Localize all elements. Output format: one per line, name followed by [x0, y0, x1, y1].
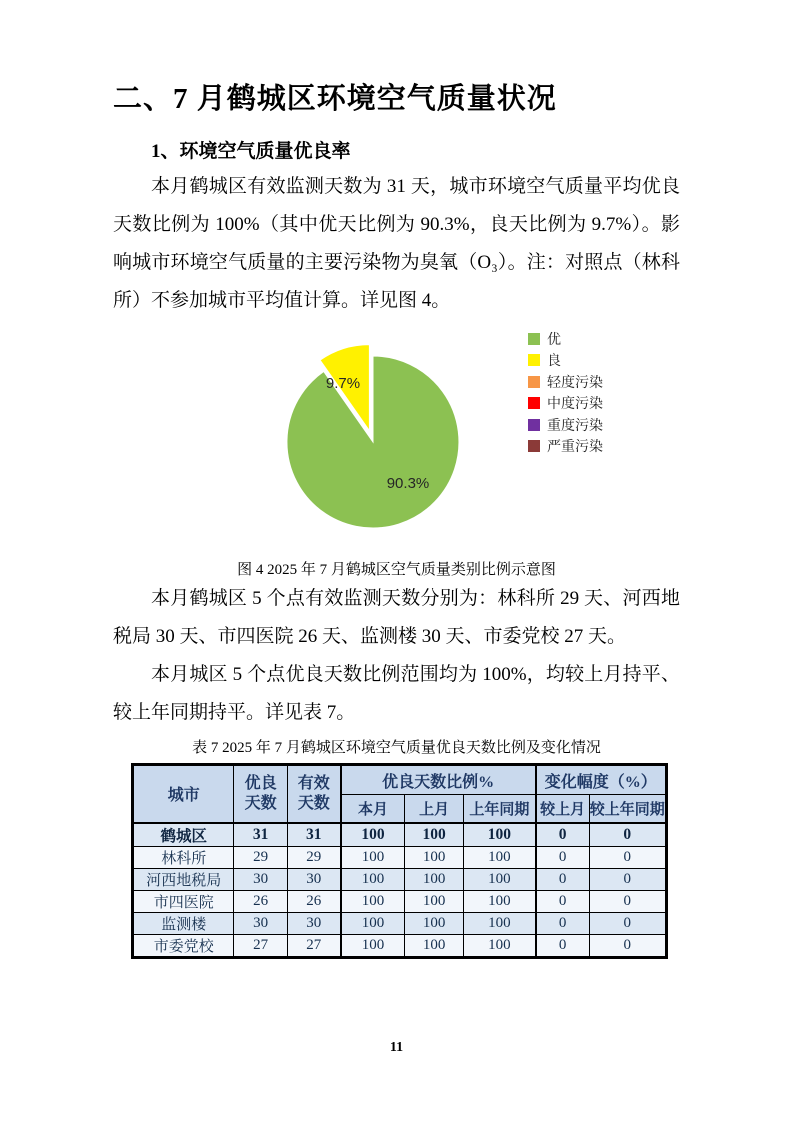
table-caption: 表 7 2025 年 7 月鹤城区环境空气质量优良天数比例及变化情况: [192, 740, 601, 756]
legend-swatch-light-pollution-icon: [528, 376, 540, 388]
legend-item-light-pollution: [528, 371, 678, 393]
header-city: 城市: [133, 765, 234, 823]
legend-swatch-heavy-pollution-icon: [528, 419, 540, 431]
page-number: 11: [389, 1040, 404, 1055]
cell: 30: [287, 868, 340, 890]
cell: 100: [405, 912, 464, 934]
cell: 0: [589, 912, 666, 934]
cell: 0: [589, 823, 666, 847]
table-row: [133, 823, 667, 847]
header-this-month: 本月: [341, 795, 405, 823]
row-name: 鹤城区: [133, 823, 234, 847]
pie-slice-excellent: [287, 356, 459, 528]
paragraph-site-ratio: 本月城区 5 个点优良天数比例范围均为 100%，均较上月持平、较上年同期持平。详见表 7。: [113, 664, 680, 723]
cell: 100: [341, 846, 405, 868]
legend-label: 重度污染: [547, 416, 603, 433]
subsection-title: 1、环境空气质量优良率: [151, 141, 351, 162]
cell: 100: [464, 846, 536, 868]
cell: 100: [405, 934, 464, 957]
cell: 100: [341, 890, 405, 912]
cell: 100: [341, 868, 405, 890]
paragraph-summary: 本月鹤城区有效监测天数为 31 天，城市环境空气质量平均优良天数比例为 100%（其中优天比例为 90.3%，良天比例为 9.7%）。影响城市环境空气质量的主要污染物为臭氧（O₃）。注：对照点（林科所）不参加城市平均值计算。详见图 4。: [113, 176, 680, 311]
paragraph-site-days: 本月鹤城区 5 个点有效监测天数分别为：林科所 29 天、河西地税局 30 天、市四医院 26 天、监测楼 30 天、市委党校 27 天。: [113, 588, 680, 647]
cell: 100: [464, 912, 536, 934]
legend-swatch-severe-pollution-icon: [528, 440, 540, 452]
pie-label-good: 9.7%: [325, 375, 361, 392]
header-valid-days: 有效天数: [287, 765, 340, 823]
cell: 0: [589, 890, 666, 912]
cell: 27: [287, 934, 340, 957]
legend-swatch-moderate-pollution-icon: [528, 397, 540, 409]
cell: 0: [589, 846, 666, 868]
legend-item-excellent: [528, 328, 678, 350]
cell: 29: [234, 846, 287, 868]
row-name: 市委党校: [133, 934, 234, 957]
cell: 31: [234, 823, 287, 847]
table-row: [133, 846, 667, 868]
cell: 0: [536, 890, 589, 912]
cell: 0: [536, 868, 589, 890]
header-ratio-group: 优良天数比例%: [341, 765, 536, 795]
table-row: [133, 890, 667, 912]
legend-label: 中度污染: [547, 395, 603, 412]
row-name: 河西地税局: [133, 868, 234, 890]
section-title: 二、7 月鹤城区环境空气质量状况: [113, 83, 557, 115]
header-change-group: 变化幅度（%）: [536, 765, 667, 795]
legend-item-heavy-pollution: [528, 414, 678, 436]
header-good-days: 优良天数: [234, 765, 287, 823]
table-row: [133, 912, 667, 934]
table-row: [133, 934, 667, 957]
cell: 100: [405, 846, 464, 868]
air-quality-table: [131, 763, 668, 959]
figure-caption: 图 4 2025 年 7 月鹤城区空气质量类别比例示意图: [237, 562, 556, 578]
cell: 100: [405, 823, 464, 847]
legend-item-good: [528, 350, 678, 372]
cell: 30: [287, 912, 340, 934]
legend-label: 良: [547, 352, 561, 369]
legend-item-severe-pollution: [528, 436, 678, 458]
pie-chart-figure: [113, 322, 680, 554]
cell: 100: [405, 868, 464, 890]
cell: 26: [234, 890, 287, 912]
row-name: 监测楼: [133, 912, 234, 934]
header-vs-last-year: 较上年同期: [589, 795, 666, 823]
legend-swatch-excellent-icon: [528, 333, 540, 345]
header-vs-last-month: 较上月: [536, 795, 589, 823]
row-name: 林科所: [133, 846, 234, 868]
cell: 30: [234, 912, 287, 934]
cell: 100: [341, 823, 405, 847]
cell: 0: [589, 934, 666, 957]
cell: 100: [341, 934, 405, 957]
cell: 100: [405, 890, 464, 912]
cell: 27: [234, 934, 287, 957]
legend-swatch-good-icon: [528, 354, 540, 366]
header-last-month: 上月: [405, 795, 464, 823]
legend-label: 轻度污染: [547, 373, 603, 390]
cell: 31: [287, 823, 340, 847]
cell: 100: [464, 868, 536, 890]
cell: 100: [341, 912, 405, 934]
legend-label: 严重污染: [547, 438, 603, 455]
chart-legend: [528, 328, 678, 457]
pie-label-excellent: 90.3%: [386, 475, 430, 492]
pie-chart: [273, 322, 503, 554]
cell: 0: [589, 868, 666, 890]
row-name: 市四医院: [133, 890, 234, 912]
cell: 0: [536, 912, 589, 934]
cell: 0: [536, 934, 589, 957]
legend-label: 优: [547, 330, 561, 347]
cell: 0: [536, 823, 589, 847]
cell: 100: [464, 934, 536, 957]
cell: 100: [464, 823, 536, 847]
cell: 26: [287, 890, 340, 912]
cell: 100: [464, 890, 536, 912]
header-last-year-period: 上年同期: [464, 795, 536, 823]
cell: 30: [234, 868, 287, 890]
table-row: [133, 868, 667, 890]
legend-item-moderate-pollution: [528, 393, 678, 415]
table-body: [133, 823, 667, 958]
cell: 29: [287, 846, 340, 868]
cell: 0: [536, 846, 589, 868]
